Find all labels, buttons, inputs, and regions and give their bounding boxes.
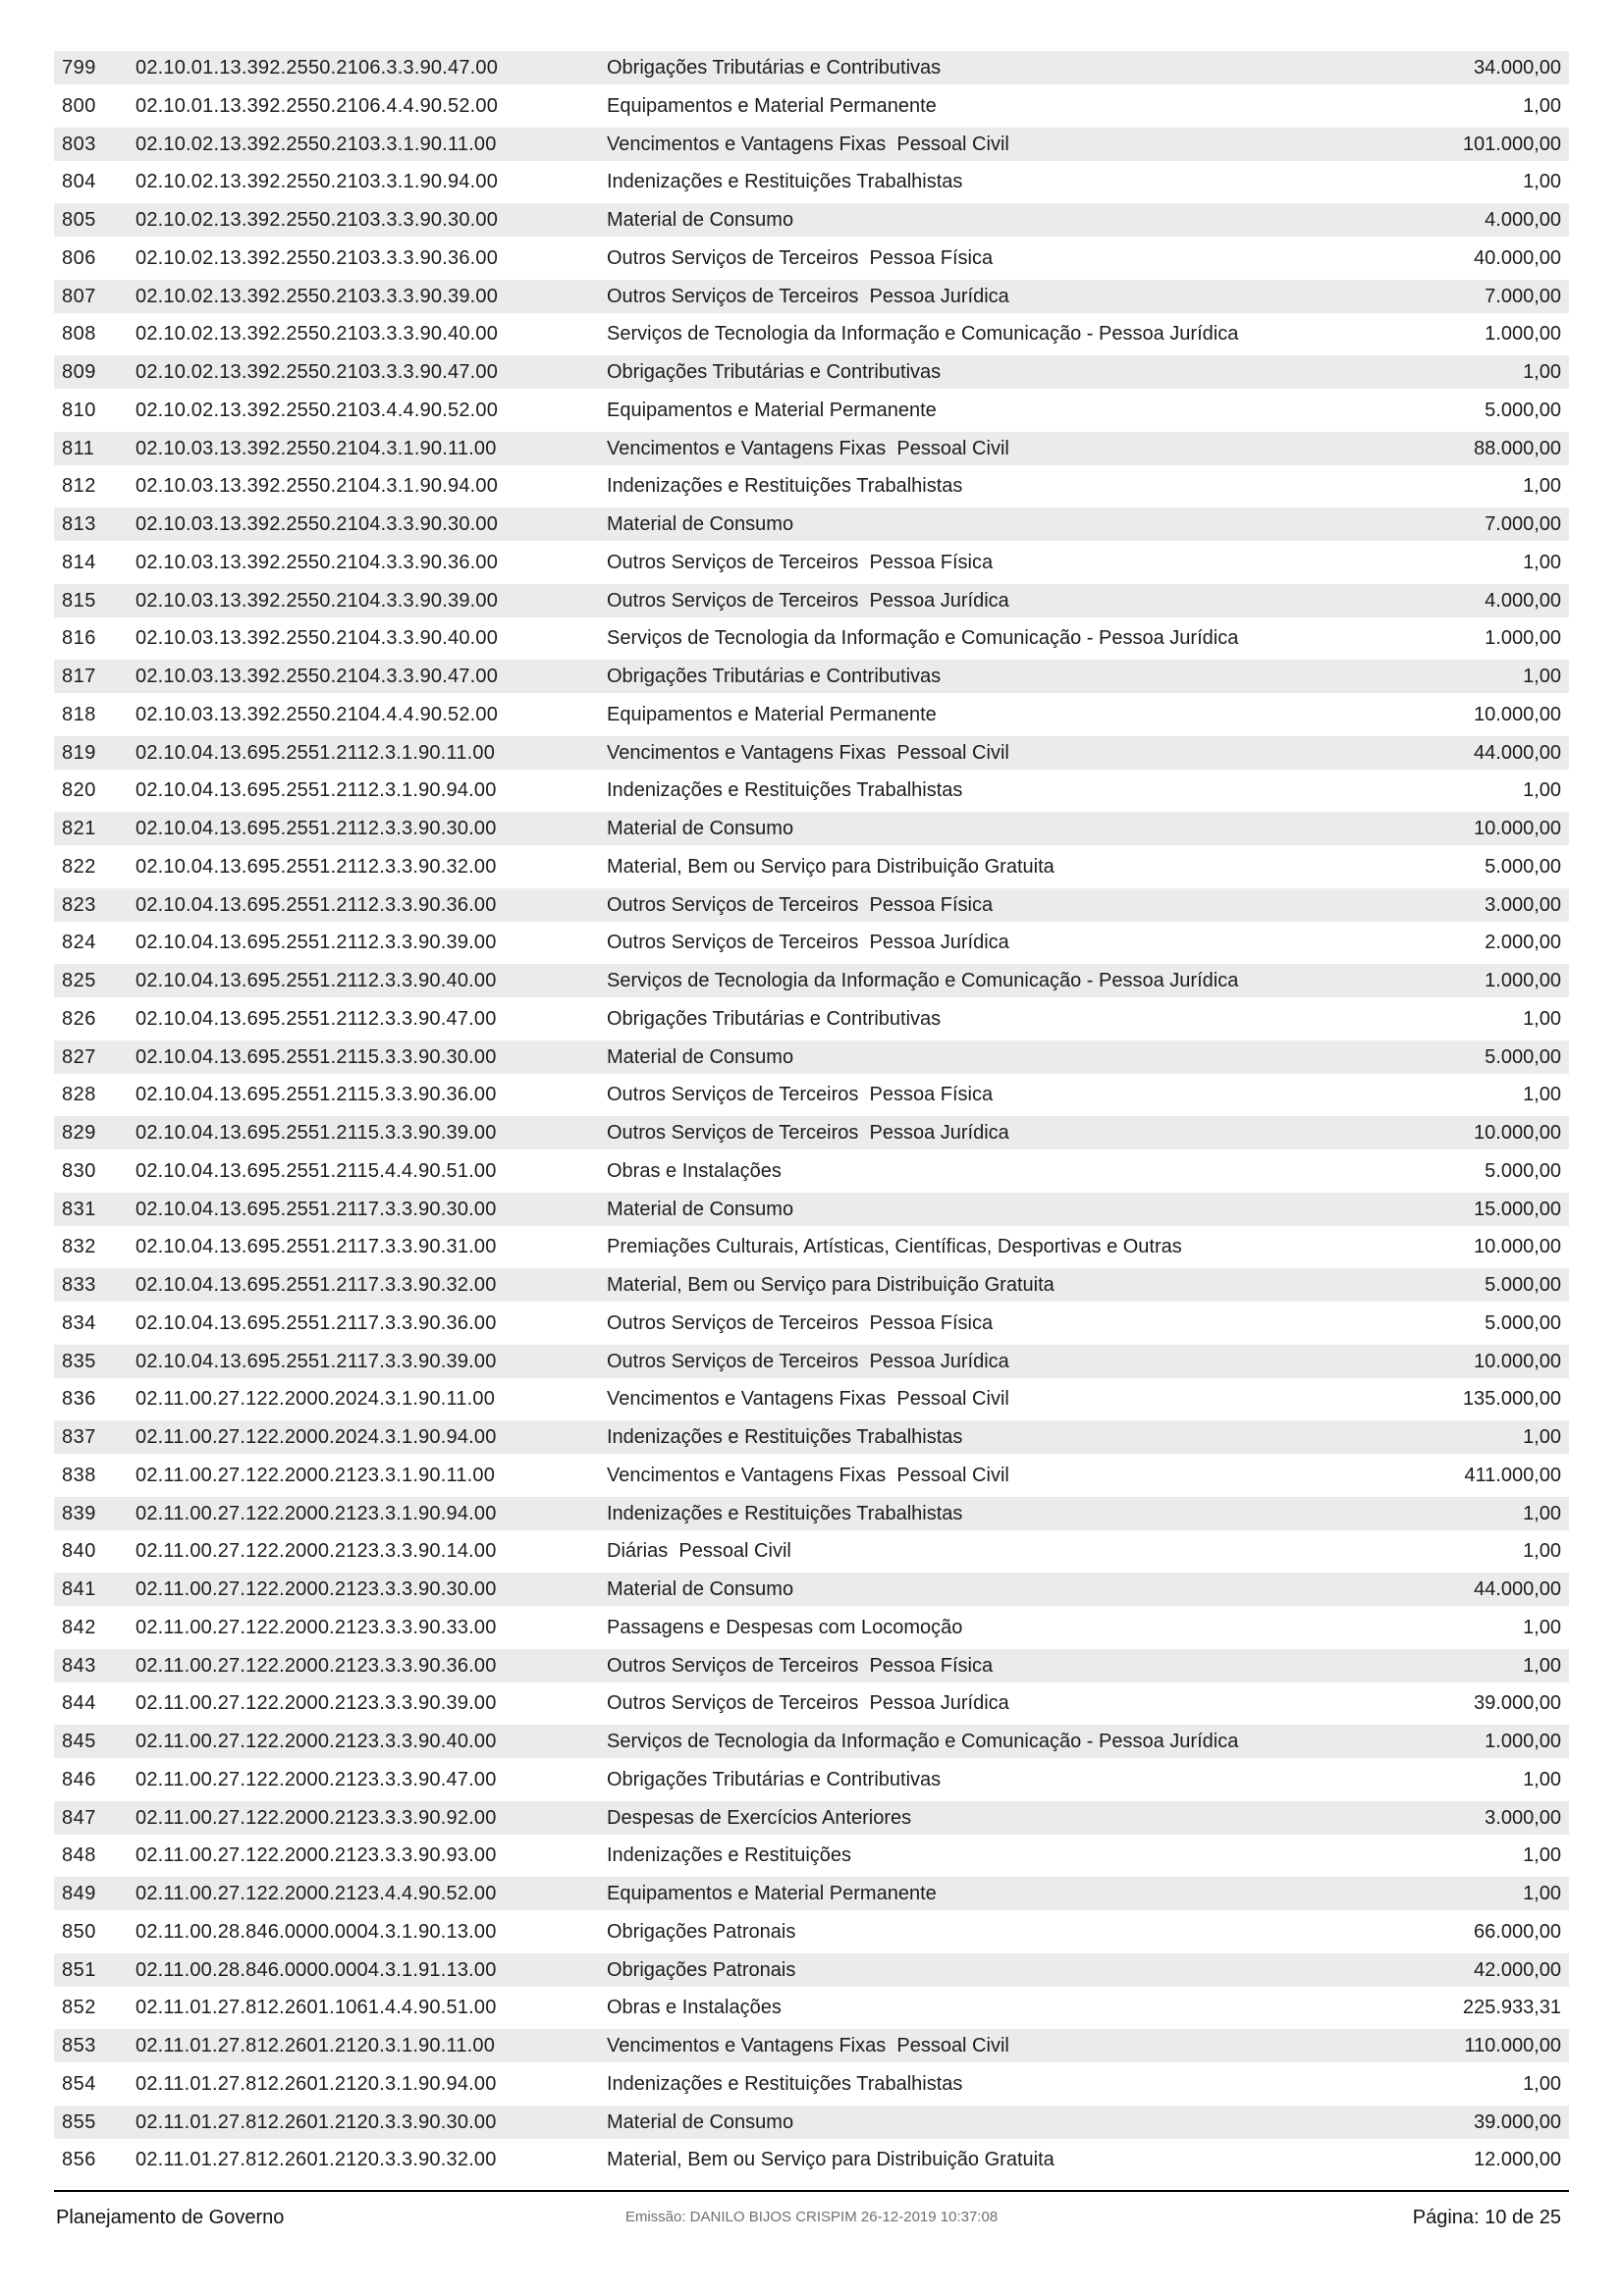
row-number: 847 <box>62 1806 96 1829</box>
table-row <box>54 1953 1569 1987</box>
table-row <box>54 394 1569 427</box>
row-number: 809 <box>62 361 96 383</box>
amount-value: 5.000,00 <box>1485 1311 1561 1334</box>
expense-description: Indenizações e Restituições Trabalhistas <box>607 171 963 193</box>
amount-value: 10.000,00 <box>1474 703 1561 725</box>
row-number: 827 <box>62 1045 96 1068</box>
amount-value: 1,00 <box>1523 779 1561 802</box>
amount-value: 1,00 <box>1523 2072 1561 2095</box>
table-row <box>54 621 1569 655</box>
table-row <box>54 698 1569 731</box>
amount-value: 1,00 <box>1523 1540 1561 1563</box>
row-number: 842 <box>62 1616 96 1638</box>
row-number: 828 <box>62 1084 96 1106</box>
row-number: 856 <box>62 2149 96 2171</box>
amount-value: 4.000,00 <box>1485 209 1561 231</box>
expense-description: Material, Bem ou Serviço para Distribuição Gratuita <box>607 1274 1055 1296</box>
amount-value: 3.000,00 <box>1485 1806 1561 1829</box>
budget-code: 02.10.04.13.695.2551.2117.3.3.90.36.00 <box>135 1311 497 1334</box>
amount-value: 44.000,00 <box>1474 741 1561 764</box>
amount-value: 1,00 <box>1523 171 1561 193</box>
budget-code: 02.10.03.13.392.2550.2104.3.1.90.94.00 <box>135 475 499 498</box>
table-row <box>54 546 1569 579</box>
row-number: 821 <box>62 818 96 839</box>
expense-description: Equipamentos e Material Permanente <box>607 1883 937 1904</box>
budget-code: 02.10.03.13.392.2550.2104.3.3.90.40.00 <box>135 627 499 650</box>
expense-description: Obras e Instalações <box>607 1997 782 2019</box>
amount-value: 110.000,00 <box>1464 2035 1561 2056</box>
amount-value: 4.000,00 <box>1485 589 1561 612</box>
budget-code: 02.10.04.13.695.2551.2112.3.1.90.94.00 <box>135 779 497 802</box>
expense-description: Outros Serviços de Terceiros Pessoa Jurídica <box>607 1350 1009 1372</box>
row-number: 843 <box>62 1654 96 1677</box>
expense-description: Outros Serviços de Terceiros Pessoa Física <box>607 1654 994 1677</box>
budget-code: 02.11.00.28.846.0000.0004.3.1.90.13.00 <box>135 1920 497 1943</box>
amount-value: 1,00 <box>1523 475 1561 498</box>
row-number: 839 <box>62 1502 96 1524</box>
row-number: 803 <box>62 133 96 155</box>
row-number: 849 <box>62 1883 96 1904</box>
row-number: 804 <box>62 171 96 193</box>
row-number: 832 <box>62 1236 96 1258</box>
expense-description: Serviços de Tecnologia da Informação e Comunicação - Pessoa Jurídica <box>607 970 1239 991</box>
amount-value: 39.000,00 <box>1474 1692 1561 1715</box>
row-number: 854 <box>62 2072 96 2095</box>
table-row <box>54 1193 1569 1226</box>
budget-code: 02.10.04.13.695.2551.2115.4.4.90.51.00 <box>135 1159 497 1182</box>
amount-value: 88.000,00 <box>1474 437 1561 459</box>
budget-code: 02.10.04.13.695.2551.2115.3.3.90.39.00 <box>135 1122 497 1144</box>
budget-code: 02.11.00.27.122.2000.2024.3.1.90.94.00 <box>135 1426 497 1448</box>
expense-description: Vencimentos e Vantagens Fixas Pessoal Civil <box>607 437 1009 459</box>
budget-code: 02.10.02.13.392.2550.2103.3.1.90.11.00 <box>135 133 497 155</box>
amount-value: 1,00 <box>1523 551 1561 573</box>
table-row <box>54 432 1569 465</box>
row-number: 848 <box>62 1844 96 1867</box>
budget-code: 02.10.04.13.695.2551.2112.3.3.90.32.00 <box>135 855 497 878</box>
budget-code: 02.11.00.27.122.2000.2123.3.3.90.33.00 <box>135 1616 497 1638</box>
amount-value: 3.000,00 <box>1485 893 1561 916</box>
amount-value: 101.000,00 <box>1462 133 1561 155</box>
amount-value: 1,00 <box>1523 1616 1561 1638</box>
table-row <box>54 964 1569 997</box>
table-row <box>54 165 1569 198</box>
row-number: 823 <box>62 893 96 916</box>
row-number: 845 <box>62 1731 96 1752</box>
budget-code: 02.10.04.13.695.2551.2112.3.1.90.11.00 <box>135 741 496 764</box>
amount-value: 1,00 <box>1523 1844 1561 1867</box>
amount-value: 411.000,00 <box>1464 1464 1561 1486</box>
expense-description: Indenizações e Restituições Trabalhistas <box>607 1502 963 1524</box>
amount-value: 5.000,00 <box>1485 1274 1561 1296</box>
budget-code: 02.10.01.13.392.2550.2106.3.3.90.47.00 <box>135 57 499 79</box>
table-row <box>54 1686 1569 1720</box>
amount-value: 1,00 <box>1523 1502 1561 1524</box>
table-row <box>54 1877 1569 1910</box>
table-row <box>54 1041 1569 1074</box>
row-number: 811 <box>62 437 95 459</box>
table-row <box>54 1915 1569 1949</box>
table-row <box>54 1420 1569 1454</box>
row-number: 807 <box>62 285 96 307</box>
budget-code: 02.10.03.13.392.2550.2104.3.1.90.11.00 <box>135 437 497 459</box>
expense-description: Outros Serviços de Terceiros Pessoa Física <box>607 551 994 573</box>
table-row <box>54 1839 1569 1872</box>
budget-code: 02.10.04.13.695.2551.2112.3.3.90.39.00 <box>135 932 497 954</box>
row-number: 805 <box>62 209 96 231</box>
budget-code: 02.11.00.27.122.2000.2024.3.1.90.11.00 <box>135 1388 496 1411</box>
expense-description: Obrigações Patronais <box>607 1958 796 1981</box>
budget-code: 02.10.02.13.392.2550.2103.3.1.90.94.00 <box>135 171 499 193</box>
row-number: 846 <box>62 1768 96 1790</box>
table-row <box>54 1991 1569 2024</box>
budget-code: 02.10.03.13.392.2550.2104.3.3.90.36.00 <box>135 551 499 573</box>
row-number: 834 <box>62 1311 96 1334</box>
row-number: 816 <box>62 627 96 650</box>
expense-description: Serviços de Tecnologia da Informação e Comunicação - Pessoa Jurídica <box>607 1731 1239 1752</box>
budget-code: 02.11.00.27.122.2000.2123.3.1.90.94.00 <box>135 1502 497 1524</box>
budget-table <box>54 51 1569 2181</box>
table-row <box>54 2067 1569 2101</box>
amount-value: 34.000,00 <box>1474 57 1561 79</box>
expense-description: Material de Consumo <box>607 513 794 535</box>
budget-code: 02.10.02.13.392.2550.2103.3.3.90.47.00 <box>135 361 499 383</box>
amount-value: 39.000,00 <box>1474 2110 1561 2133</box>
row-number: 844 <box>62 1692 96 1715</box>
expense-description: Material de Consumo <box>607 1578 794 1600</box>
table-row <box>54 1078 1569 1111</box>
amount-value: 10.000,00 <box>1474 1236 1561 1258</box>
amount-value: 1,00 <box>1523 361 1561 383</box>
footer-emission-info: Emissão: DANILO BIJOS CRISPIM 26-12-2019 10:37:08 <box>624 2209 999 2225</box>
expense-description: Material de Consumo <box>607 209 794 231</box>
row-number: 819 <box>62 741 96 764</box>
expense-description: Outros Serviços de Terceiros Pessoa Jurídica <box>607 1692 1009 1715</box>
expense-description: Material, Bem ou Serviço para Distribuição Gratuita <box>607 2149 1055 2171</box>
amount-value: 1.000,00 <box>1485 1731 1561 1752</box>
table-row <box>54 355 1569 389</box>
budget-code: 02.11.00.27.122.2000.2123.3.3.90.14.00 <box>135 1540 497 1563</box>
table-row <box>54 1382 1569 1415</box>
row-number: 855 <box>62 2110 96 2133</box>
amount-value: 44.000,00 <box>1474 1578 1561 1600</box>
budget-code: 02.11.01.27.812.2601.1061.4.4.90.51.00 <box>135 1997 497 2019</box>
amount-value: 1.000,00 <box>1485 323 1561 346</box>
budget-code: 02.10.01.13.392.2550.2106.4.4.90.52.00 <box>135 94 499 117</box>
expense-description: Indenizações e Restituições <box>607 1844 852 1867</box>
expense-description: Equipamentos e Material Permanente <box>607 94 937 117</box>
budget-code: 02.10.03.13.392.2550.2104.3.3.90.39.00 <box>135 589 499 612</box>
expense-description: Premiações Culturais, Artísticas, Científicas, Desportivas e Outras <box>607 1236 1182 1258</box>
row-number: 831 <box>62 1198 96 1220</box>
expense-description: Outros Serviços de Terceiros Pessoa Física <box>607 893 994 916</box>
amount-value: 40.000,00 <box>1474 246 1561 269</box>
expense-description: Vencimentos e Vantagens Fixas Pessoal Civil <box>607 741 1009 764</box>
budget-code: 02.10.04.13.695.2551.2117.3.3.90.31.00 <box>135 1236 497 1258</box>
expense-description: Passagens e Despesas com Locomoção <box>607 1616 963 1638</box>
row-number: 835 <box>62 1350 96 1372</box>
expense-description: Despesas de Exercícios Anteriores <box>607 1806 912 1829</box>
amount-value: 42.000,00 <box>1474 1958 1561 1981</box>
expense-description: Obrigações Tributárias e Contributivas <box>607 1007 942 1030</box>
table-row <box>54 469 1569 503</box>
footer-report-title: Planejamento de Governo <box>56 2207 285 2228</box>
budget-code: 02.11.00.27.122.2000.2123.3.3.90.47.00 <box>135 1768 497 1790</box>
budget-code: 02.11.01.27.812.2601.2120.3.1.90.94.00 <box>135 2072 497 2095</box>
table-row <box>54 1345 1569 1378</box>
budget-code: 02.10.03.13.392.2550.2104.3.3.90.47.00 <box>135 666 499 687</box>
row-number: 825 <box>62 970 96 991</box>
expense-description: Outros Serviços de Terceiros Pessoa Jurídica <box>607 1122 1009 1144</box>
amount-value: 5.000,00 <box>1485 1159 1561 1182</box>
expense-description: Vencimentos e Vantagens Fixas Pessoal Civil <box>607 1388 1009 1411</box>
budget-code: 02.11.00.28.846.0000.0004.3.1.91.13.00 <box>135 1958 497 1981</box>
amount-value: 7.000,00 <box>1485 285 1561 307</box>
table-row <box>54 1534 1569 1568</box>
expense-description: Serviços de Tecnologia da Informação e Comunicação - Pessoa Jurídica <box>607 323 1239 346</box>
table-row <box>54 2029 1569 2062</box>
expense-description: Indenizações e Restituições Trabalhistas <box>607 475 963 498</box>
expense-description: Serviços de Tecnologia da Informação e Comunicação - Pessoa Jurídica <box>607 627 1239 650</box>
expense-description: Indenizações e Restituições Trabalhistas <box>607 779 963 802</box>
row-number: 853 <box>62 2035 96 2056</box>
row-number: 800 <box>62 94 96 117</box>
budget-code: 02.11.00.27.122.2000.2123.3.3.90.40.00 <box>135 1731 497 1752</box>
expense-description: Diárias Pessoal Civil <box>607 1540 791 1563</box>
expense-description: Outros Serviços de Terceiros Pessoa Jurídica <box>607 589 1009 612</box>
amount-value: 15.000,00 <box>1474 1198 1561 1220</box>
table-row <box>54 1763 1569 1796</box>
row-number: 808 <box>62 323 96 346</box>
row-number: 813 <box>62 513 96 535</box>
budget-code: 02.10.04.13.695.2551.2112.3.3.90.30.00 <box>135 818 497 839</box>
table-row <box>54 2143 1569 2176</box>
table-row <box>54 1154 1569 1188</box>
table-row <box>54 51 1569 84</box>
row-number: 815 <box>62 589 96 612</box>
table-row <box>54 812 1569 845</box>
expense-description: Vencimentos e Vantagens Fixas Pessoal Civil <box>607 1464 1009 1486</box>
expense-description: Vencimentos e Vantagens Fixas Pessoal Civil <box>607 2035 1009 2056</box>
row-number: 806 <box>62 246 96 269</box>
table-row <box>54 128 1569 161</box>
budget-code: 02.10.04.13.695.2551.2117.3.3.90.30.00 <box>135 1198 497 1220</box>
amount-value: 225.933,31 <box>1462 1997 1561 2019</box>
budget-code: 02.11.00.27.122.2000.2123.3.3.90.39.00 <box>135 1692 497 1715</box>
row-number: 851 <box>62 1958 96 1981</box>
amount-value: 2.000,00 <box>1485 932 1561 954</box>
expense-description: Outros Serviços de Terceiros Pessoa Física <box>607 246 994 269</box>
amount-value: 1,00 <box>1523 1007 1561 1030</box>
row-number: 818 <box>62 703 96 725</box>
amount-value: 1.000,00 <box>1485 627 1561 650</box>
table-row <box>54 1459 1569 1492</box>
table-row <box>54 1497 1569 1530</box>
row-number: 833 <box>62 1274 96 1296</box>
expense-description: Indenizações e Restituições Trabalhistas <box>607 2072 963 2095</box>
expense-description: Outros Serviços de Terceiros Pessoa Física <box>607 1084 994 1106</box>
budget-code: 02.10.03.13.392.2550.2104.3.3.90.30.00 <box>135 513 499 535</box>
amount-value: 5.000,00 <box>1485 855 1561 878</box>
row-number: 829 <box>62 1122 96 1144</box>
expense-description: Obrigações Tributárias e Contributivas <box>607 361 942 383</box>
budget-code: 02.10.02.13.392.2550.2103.4.4.90.52.00 <box>135 399 499 421</box>
expense-description: Material de Consumo <box>607 1198 794 1220</box>
budget-code: 02.10.04.13.695.2551.2112.3.3.90.40.00 <box>135 970 497 991</box>
amount-value: 1,00 <box>1523 1426 1561 1448</box>
footer-divider <box>54 2190 1569 2192</box>
expense-description: Equipamentos e Material Permanente <box>607 703 937 725</box>
expense-description: Material de Consumo <box>607 1045 794 1068</box>
expense-description: Material de Consumo <box>607 2110 794 2133</box>
amount-value: 66.000,00 <box>1474 1920 1561 1943</box>
budget-code: 02.11.00.27.122.2000.2123.3.3.90.93.00 <box>135 1844 497 1867</box>
budget-code: 02.10.02.13.392.2550.2103.3.3.90.39.00 <box>135 285 499 307</box>
row-number: 812 <box>62 475 96 498</box>
table-row <box>54 2106 1569 2139</box>
budget-code: 02.10.02.13.392.2550.2103.3.3.90.40.00 <box>135 323 499 346</box>
table-row <box>54 1116 1569 1149</box>
budget-code: 02.11.01.27.812.2601.2120.3.1.90.11.00 <box>135 2035 496 2056</box>
expense-description: Obrigações Tributárias e Contributivas <box>607 57 942 79</box>
row-number: 840 <box>62 1540 96 1563</box>
amount-value: 135.000,00 <box>1462 1388 1561 1411</box>
expense-description: Outros Serviços de Terceiros Pessoa Jurídica <box>607 932 1009 954</box>
budget-code: 02.11.01.27.812.2601.2120.3.3.90.30.00 <box>135 2110 497 2133</box>
table-row <box>54 1002 1569 1036</box>
row-number: 852 <box>62 1997 96 2019</box>
amount-value: 1,00 <box>1523 94 1561 117</box>
row-number: 836 <box>62 1388 96 1411</box>
amount-value: 1,00 <box>1523 666 1561 687</box>
table-row <box>54 1230 1569 1263</box>
expense-description: Obrigações Patronais <box>607 1920 796 1943</box>
amount-value: 1,00 <box>1523 1654 1561 1677</box>
expense-description: Outros Serviços de Terceiros Pessoa Jurídica <box>607 285 1009 307</box>
amount-value: 5.000,00 <box>1485 1045 1561 1068</box>
amount-value: 7.000,00 <box>1485 513 1561 535</box>
amount-value: 1,00 <box>1523 1084 1561 1106</box>
expense-description: Material, Bem ou Serviço para Distribuição Gratuita <box>607 855 1055 878</box>
table-row <box>54 1268 1569 1302</box>
table-row <box>54 507 1569 541</box>
amount-value: 1,00 <box>1523 1768 1561 1790</box>
table-row <box>54 1649 1569 1682</box>
table-row <box>54 89 1569 123</box>
expense-description: Obrigações Tributárias e Contributivas <box>607 1768 942 1790</box>
row-number: 810 <box>62 399 96 421</box>
expense-description: Indenizações e Restituições Trabalhistas <box>607 1426 963 1448</box>
budget-code: 02.10.04.13.695.2551.2112.3.3.90.47.00 <box>135 1007 497 1030</box>
budget-code: 02.11.00.27.122.2000.2123.3.3.90.30.00 <box>135 1578 497 1600</box>
table-row <box>54 736 1569 770</box>
table-row <box>54 926 1569 959</box>
row-number: 799 <box>62 57 96 79</box>
row-number: 826 <box>62 1007 96 1030</box>
table-row <box>54 317 1569 350</box>
table-row <box>54 850 1569 883</box>
budget-code: 02.11.00.27.122.2000.2123.4.4.90.52.00 <box>135 1883 497 1904</box>
table-row <box>54 1611 1569 1644</box>
amount-value: 10.000,00 <box>1474 818 1561 839</box>
budget-code: 02.10.04.13.695.2551.2115.3.3.90.36.00 <box>135 1084 497 1106</box>
row-number: 838 <box>62 1464 96 1486</box>
expense-description: Outros Serviços de Terceiros Pessoa Física <box>607 1311 994 1334</box>
footer-page-number: Página: 10 de 25 <box>1412 2207 1561 2228</box>
expense-description: Obras e Instalações <box>607 1159 782 1182</box>
budget-code: 02.10.04.13.695.2551.2117.3.3.90.39.00 <box>135 1350 497 1372</box>
budget-code: 02.10.04.13.695.2551.2117.3.3.90.32.00 <box>135 1274 497 1296</box>
budget-code: 02.10.04.13.695.2551.2112.3.3.90.36.00 <box>135 893 497 916</box>
row-number: 817 <box>62 666 96 687</box>
row-number: 837 <box>62 1426 96 1448</box>
budget-code: 02.11.00.27.122.2000.2123.3.1.90.11.00 <box>135 1464 496 1486</box>
amount-value: 5.000,00 <box>1485 399 1561 421</box>
budget-code: 02.10.04.13.695.2551.2115.3.3.90.30.00 <box>135 1045 497 1068</box>
table-row <box>54 241 1569 275</box>
amount-value: 12.000,00 <box>1474 2149 1561 2171</box>
row-number: 850 <box>62 1920 96 1943</box>
amount-value: 10.000,00 <box>1474 1122 1561 1144</box>
expense-description: Vencimentos e Vantagens Fixas Pessoal Civil <box>607 133 1009 155</box>
table-row <box>54 1725 1569 1758</box>
amount-value: 1,00 <box>1523 1883 1561 1904</box>
amount-value: 1.000,00 <box>1485 970 1561 991</box>
table-row <box>54 1801 1569 1835</box>
table-row <box>54 888 1569 922</box>
table-row <box>54 584 1569 617</box>
table-row <box>54 1307 1569 1340</box>
table-row <box>54 774 1569 807</box>
row-number: 814 <box>62 551 96 573</box>
budget-code: 02.11.00.27.122.2000.2123.3.3.90.92.00 <box>135 1806 497 1829</box>
expense-description: Material de Consumo <box>607 818 794 839</box>
expense-description: Equipamentos e Material Permanente <box>607 399 937 421</box>
table-row <box>54 1573 1569 1606</box>
row-number: 841 <box>62 1578 96 1600</box>
budget-code: 02.11.01.27.812.2601.2120.3.3.90.32.00 <box>135 2149 497 2171</box>
table-row <box>54 203 1569 237</box>
table-row <box>54 660 1569 693</box>
row-number: 822 <box>62 855 96 878</box>
budget-code: 02.10.02.13.392.2550.2103.3.3.90.30.00 <box>135 209 499 231</box>
expense-description: Obrigações Tributárias e Contributivas <box>607 666 942 687</box>
budget-code: 02.10.02.13.392.2550.2103.3.3.90.36.00 <box>135 246 499 269</box>
page-footer <box>54 2203 1569 2232</box>
row-number: 820 <box>62 779 96 802</box>
row-number: 824 <box>62 932 96 954</box>
table-row <box>54 280 1569 313</box>
amount-value: 10.000,00 <box>1474 1350 1561 1372</box>
row-number: 830 <box>62 1159 96 1182</box>
budget-code: 02.11.00.27.122.2000.2123.3.3.90.36.00 <box>135 1654 497 1677</box>
budget-code: 02.10.03.13.392.2550.2104.4.4.90.52.00 <box>135 703 499 725</box>
